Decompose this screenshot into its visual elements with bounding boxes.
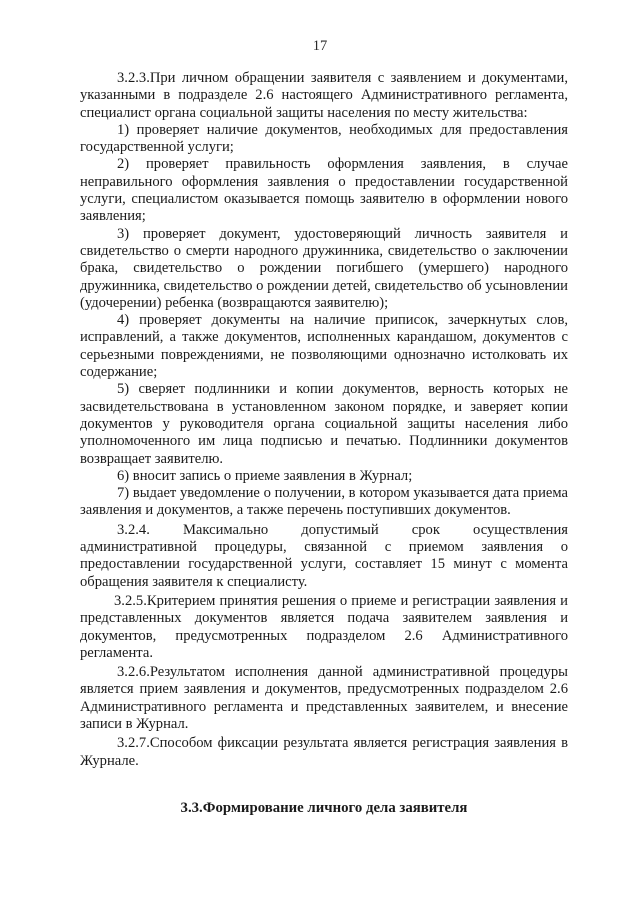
list-item-7: 7) выдает уведомление о получении, в котором указывается дата приема заявления и документов, а также перечень поступивших документов.: [80, 485, 568, 519]
list-item-1: 1) проверяет наличие документов, необходимых для предоставления государственной услуги;: [80, 121, 568, 156]
list-item-6: 6) вносит запись о приеме заявления в Журнал;: [117, 467, 413, 484]
list-item-5: 5) сверяет подлинники и копии документов, верность которых не засвидетельствована в установленном законом порядке, и заверяет копии документов у руководителя органа социальной защиты населения либо уполномоченного им лица подписью и печатью. Подлинники документов возвращает заявителю.: [80, 381, 568, 467]
paragraph-3-2-5: 3.2.5.Критерием принятия решения о приеме и регистрации заявления и представленных документов является подача заявителем заявления и документов, предусмотренных подразделом 2.6 Административного регламента.: [80, 592, 568, 661]
section-heading: 3.3.Формирование личного дела заявителя: [180, 799, 468, 816]
document-body: [80, 70, 568, 817]
page-number: 17: [312, 38, 328, 54]
paragraph-3-2-4: 3.2.4. Максимально допустимый срок осуществления административной процедуры, связанной с приемом заявления о предоставлении государственной услуги, составляет 15 минут с момента обращения заявителя к специалисту.: [80, 521, 568, 590]
paragraph-3-2-6: 3.2.6.Результатом исполнения данной административной процедуры является прием заявления и документов, предусмотренных подразделом 2.6 Административного регламента и представленных заявителем, и внесение записи в Журнал.: [80, 664, 568, 732]
list-item-4: 4) проверяет документы на наличие приписок, зачеркнутых слов, исправлений, а также документов, исполненных карандашом, документов с серьезными повреждениями, не позволяющими однозначно истолковать их содержание;: [80, 312, 568, 381]
paragraph-3-2-3: 3.2.3.При личном обращении заявителя с заявлением и документами, указанными в подразделе 2.6 настоящего Административного регламента, специалист органа социальной защиты населения по месту жительства:: [80, 70, 568, 121]
paragraph-3-2-7: 3.2.7.Способом фиксации результата является регистрация заявления в Журнале.: [80, 735, 568, 769]
list-item-3: 3) проверяет документ, удостоверяющий личность заявителя и свидетельство о смерти народного дружинника, свидетельство о заключении брака, свидетельство о рождении погибшего (умершего) народного дружинника, свидетельство о рождении детей, свидетельство об усыновлении (удочерении) ребенка (возвращаются заявителю);: [80, 225, 568, 311]
list-item-2: 2) проверяет правильность оформления заявления, в случае неправильного оформления заявления о предоставлении государственной услуги, специалистом оказывается помощь заявителю в оформлении нового заявления;: [80, 156, 568, 225]
